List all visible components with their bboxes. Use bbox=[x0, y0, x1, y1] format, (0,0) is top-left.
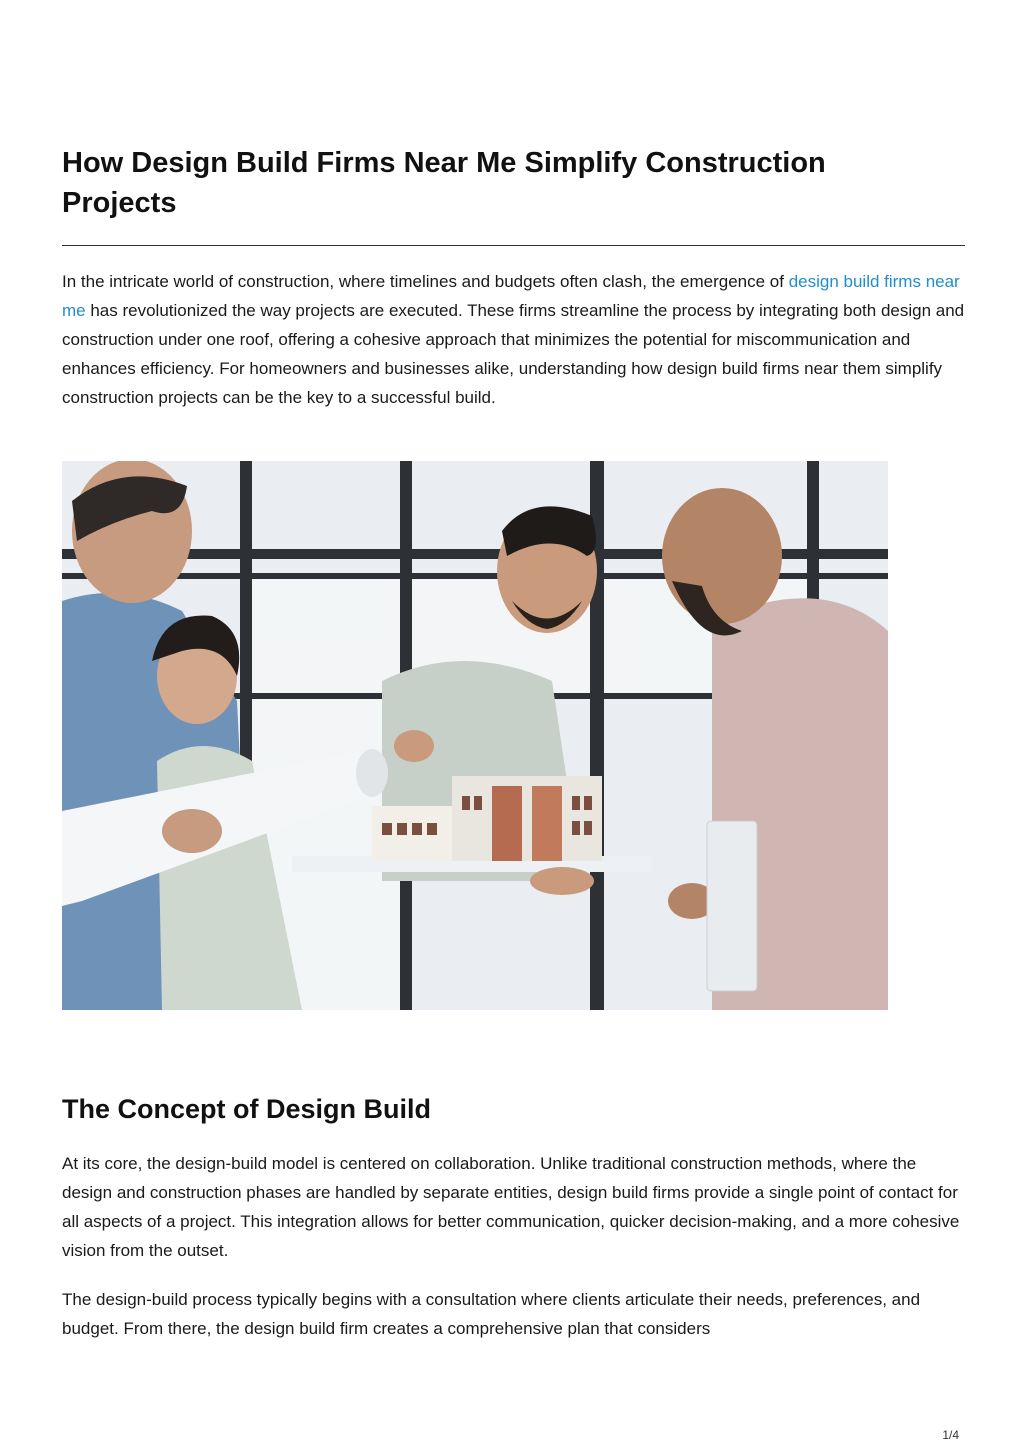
intro-text-after-link: has revolutionized the way projects are executed. These firms streamline the process by integrating both design and construction under one roof, offering a cohesive approach that minimizes the potential for miscommunication and enhances efficiency. For homeowners and businesses alike, understanding how design build firms near them simplify construction projects can be the key to a successful build. bbox=[62, 301, 965, 407]
design-build-firms-link[interactable]: design build firms near me bbox=[62, 272, 960, 320]
title-divider bbox=[62, 245, 965, 246]
section-heading: The Concept of Design Build bbox=[62, 1094, 431, 1124]
concept-paragraph: At its core, the design-build model is centered on collaboration. Unlike traditional construction methods, where the design and construction phases are handled by separate entities, design build firms provide a single point of contact for all aspects of a project. This integration allows for better communication, quicker decision-making, and a more cohesive vision from the outset. bbox=[62, 1154, 960, 1260]
page-number: 1/4 bbox=[942, 1428, 959, 1442]
intro-paragraph bbox=[62, 267, 965, 412]
process-paragraph: The design-build process typically begins with a consultation where clients articulate their needs, preferences, and budget. From there, the design build firm creates a comprehensive plan that considers bbox=[62, 1290, 921, 1338]
page-title: How Design Build Firms Near Me Simplify Construction Projects bbox=[62, 147, 826, 219]
team-model-photo bbox=[62, 461, 888, 1010]
intro-text-before-link: In the intricate world of construction, where timelines and budgets often clash, the emergence of bbox=[62, 272, 789, 291]
